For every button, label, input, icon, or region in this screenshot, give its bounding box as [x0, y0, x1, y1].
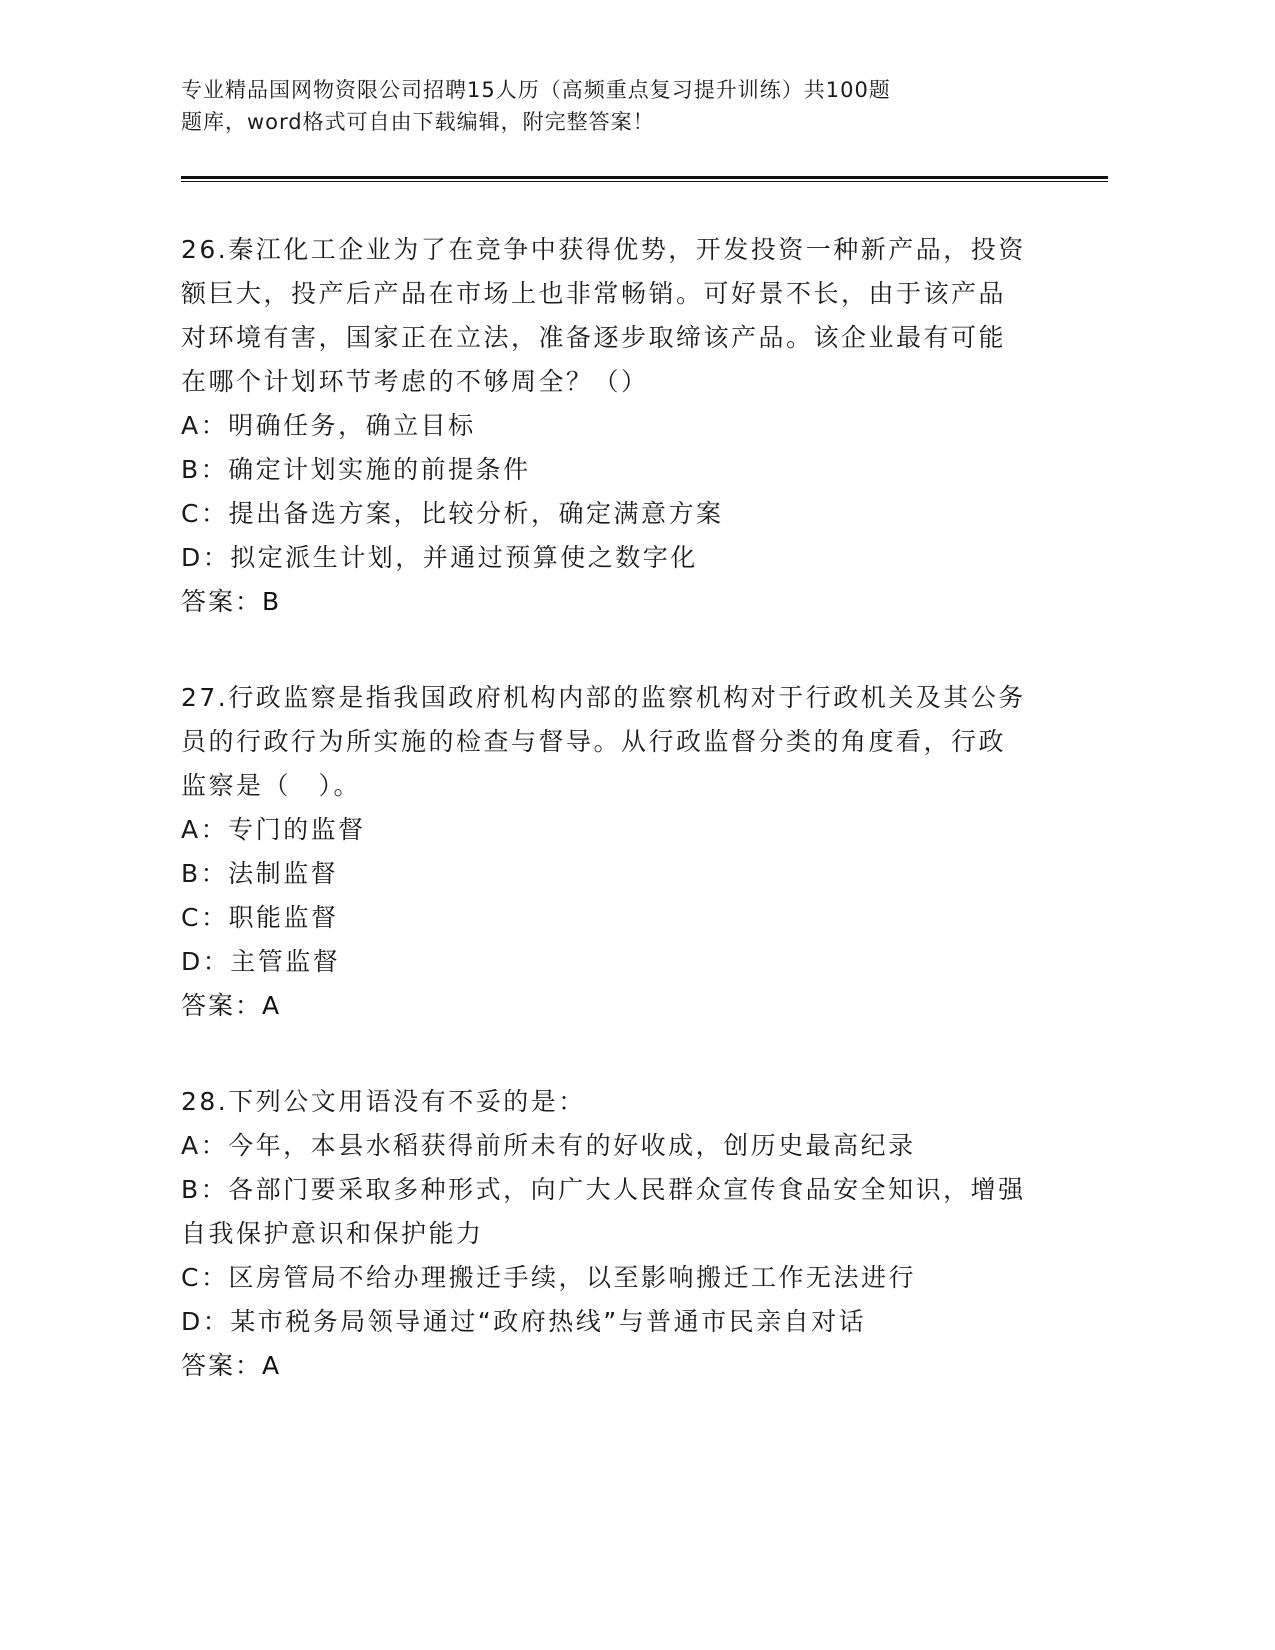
- header-line-2: 题库，word格式可自由下载编辑，附完整答案！: [181, 110, 655, 134]
- option-d: D：主管监督: [181, 947, 341, 976]
- option-c: C：区房管局不给办理搬迁手续，以至影响搬迁工作无法进行: [181, 1263, 916, 1292]
- answer-key: 答案：A: [181, 991, 282, 1020]
- question-stem-line: 额巨大，投产后产品在市场上也非常畅销。可好景不长，由于该产品: [181, 279, 1007, 308]
- option-b: B：法制监督: [181, 859, 339, 888]
- option-a: A：明确任务，确立目标: [181, 411, 476, 440]
- question-26: [181, 228, 1061, 624]
- option-d: D：拟定派生计划，并通过预算使之数字化: [181, 543, 698, 572]
- option-b: B：确定计划实施的前提条件: [181, 455, 531, 484]
- question-stem-line: 对环境有害，国家正在立法，准备逐步取缔该产品。该企业最有可能: [181, 323, 1007, 352]
- question-stem-line: 28.下列公文用语没有不妥的是：: [181, 1087, 586, 1116]
- question-stem-line: 监察是（ ）。: [181, 771, 362, 800]
- header-divider-thick: [181, 176, 1108, 179]
- option-c: C：提出备选方案，比较分析，确定满意方案: [181, 499, 724, 528]
- option-c: C：职能监督: [181, 903, 339, 932]
- question-28: [181, 1080, 1061, 1388]
- option-b: B：各部门要采取多种形式，向广大人民群众宣传食品安全知识，增强: [181, 1175, 1026, 1204]
- option-a: A：专门的监督: [181, 815, 366, 844]
- question-stem-line: 在哪个计划环节考虑的不够周全？（）: [181, 367, 649, 396]
- option-d: D：某市税务局领导通过“政府热线”与普通市民亲自对话: [181, 1307, 867, 1336]
- option-b-continued: 自我保护意识和保护能力: [181, 1219, 484, 1248]
- answer-key: 答案：A: [181, 1351, 282, 1380]
- question-stem-line: 员的行政行为所实施的检查与督导。从行政监督分类的角度看，行政: [181, 727, 1007, 756]
- header-divider-thin: [181, 181, 1108, 182]
- document-header: [181, 74, 981, 138]
- option-a: A：今年，本县水稻获得前所未有的好收成，创历史最高纪录: [181, 1131, 916, 1160]
- question-stem-line: 26.秦江化工企业为了在竞争中获得优势，开发投资一种新产品，投资: [181, 235, 1026, 264]
- answer-key: 答案：B: [181, 587, 282, 616]
- question-stem-line: 27.行政监察是指我国政府机构内部的监察机构对于行政机关及其公务: [181, 683, 1026, 712]
- question-27: [181, 676, 1061, 1028]
- header-line-1: 专业精品国网物资限公司招聘15人历（高频重点复习提升训练）共100题: [181, 78, 891, 102]
